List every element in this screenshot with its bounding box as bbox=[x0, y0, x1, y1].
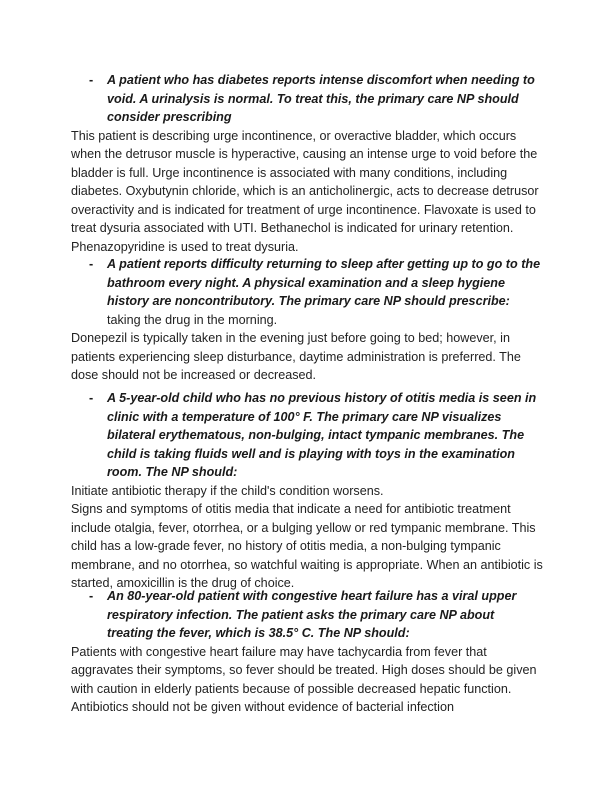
explanation-4: Patients with congestive heart failure may have tachycardia from fever that aggravates their symptoms, so fever should be treated. High doses should be given with caution in elderly patients because of possible decreased hepatic function. Antibiotics should not be given without evidence of bacterial infection bbox=[71, 644, 537, 714]
question-1 bbox=[71, 71, 543, 127]
question-text: A 5-year-old child who has no previous history of otitis media is seen in clinic with a temperature of 100° F. The primary care NP visualizes bilateral erythematous, non-bulging, intact tympanic membranes. The child is taking fluids well and is playing with toys in the examination room. The NP should: bbox=[107, 391, 537, 479]
bullet-dash: - bbox=[89, 73, 94, 87]
question-text: A patient reports difficulty returning to sleep after getting up to go to the bathroom every night. A physical examination and a sleep hygiene history are noncontributory. The primary care NP should prescribe: bbox=[107, 257, 541, 308]
qa-item-4 bbox=[71, 587, 543, 717]
answer-3: Initiate antibiotic therapy if the child's condition worsens. bbox=[71, 483, 384, 498]
bullet-dash: - bbox=[89, 391, 94, 405]
explanation-3: Signs and symptoms of otitis media that indicate a need for antibiotic treatment include otalgia, fever, otorrhea, or a bulging yellow or red tympanic membrane. This child has a low-grade fever, no history of otitis media, a non-bulging tympanic membrane, and no otorrhea, so watchful waiting is appropriate. When an antibiotic is started, amoxicillin is the drug of choice. bbox=[71, 502, 543, 590]
question-3 bbox=[71, 389, 543, 482]
question-4 bbox=[71, 587, 543, 643]
qa-item-3 bbox=[71, 389, 543, 593]
explanation-1: This patient is describing urge incontinence, or overactive bladder, which occurs when the detrusor muscle is hyperactive, causing an intense urge to void before the bladder is full. Urge incontinence is associated with many conditions, including diabetes. Oxybutynin chloride, which is an anticholinergic, acts to decrease detrusor overactivity and is indicated for treatment of urge incontinence. Flavoxate is used to treat dysuria associated with UTI. Bethanechol is indicated for urinary retention. Phenazopyridine is used to treat dysuria. bbox=[71, 128, 539, 254]
answer-2: taking the drug in the morning. bbox=[107, 312, 278, 327]
bullet-dash: - bbox=[89, 589, 94, 603]
qa-item-1 bbox=[71, 71, 543, 256]
question-text: An 80-year-old patient with congestive heart failure has a viral upper respiratory infection. The patient asks the primary care NP about treating the fever, which is 38.5° C. The NP should: bbox=[107, 589, 517, 640]
qa-item-2 bbox=[71, 255, 543, 385]
question-2 bbox=[71, 255, 543, 311]
question-text: A patient who has diabetes reports intense discomfort when needing to void. A urinalysis is normal. To treat this, the primary care NP should consider prescribing bbox=[107, 73, 535, 124]
explanation-2: Donepezil is typically taken in the evening just before going to bed; however, in patients experiencing sleep disturbance, daytime administration is preferred. The dose should not be increased or decreased. bbox=[71, 331, 521, 382]
bullet-dash: - bbox=[89, 257, 94, 271]
